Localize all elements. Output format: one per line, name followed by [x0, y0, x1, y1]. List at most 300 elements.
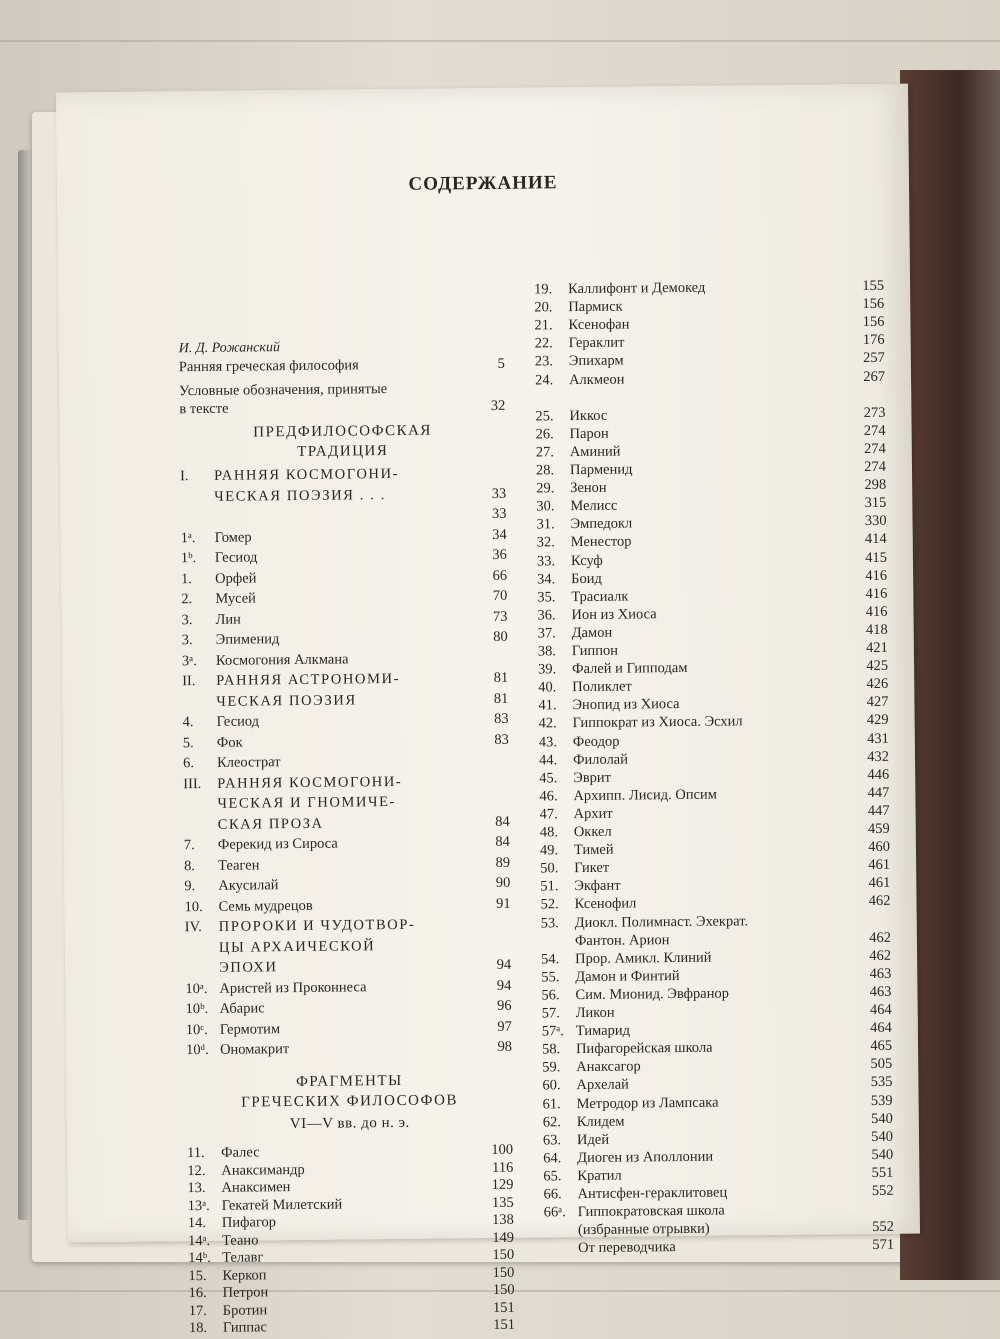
toc-entry-page: 426	[866, 674, 888, 694]
toc-entry-page: 97	[497, 1016, 512, 1036]
toc-entry-number: 58.	[542, 1039, 576, 1059]
toc-entry-title: Лин	[215, 609, 241, 629]
toc-entry-number: 1ᵇ.	[181, 548, 215, 568]
part2-period: VI—V вв. до н. э.	[187, 1112, 513, 1135]
toc-right-column	[532, 84, 882, 88]
toc-entry-number: 44.	[539, 750, 573, 770]
toc-entry-number: 31.	[536, 514, 570, 534]
toc-entry-number: 2.	[181, 589, 215, 609]
toc-entry-title: ЧЕСКАЯ И ГНОМИЧЕ-	[217, 792, 396, 814]
toc-entry-title: Антисфен-гераклитовец	[577, 1183, 727, 1205]
toc-entry-page: 156	[862, 294, 884, 314]
toc-entry-title: Керкоп	[222, 1265, 266, 1285]
toc-entry-number: 35.	[537, 587, 571, 607]
toc-entry-number: 14.	[188, 1213, 222, 1233]
toc-entry-title: Эпихарм	[569, 351, 624, 372]
toc-entry	[181, 565, 507, 588]
toc-entry	[183, 791, 509, 814]
toc-entry-page: 257	[863, 348, 885, 368]
toc-entry	[184, 811, 510, 834]
toc-entry	[184, 832, 510, 855]
toc-entry-title: Алкмеон	[569, 369, 625, 390]
toc-entry-number: 10ᵈ.	[186, 1040, 220, 1060]
toc-entry-number: 55.	[541, 967, 575, 987]
toc-entry-page: 421	[866, 638, 888, 658]
toc-entry-title: Гомер	[215, 527, 252, 547]
toc-entry-page: 415	[865, 547, 887, 567]
toc-entry-number: 5.	[183, 732, 217, 752]
intro-essay: Ранняя греческая философия 5	[179, 354, 505, 377]
toc-entry-page: 551	[872, 1163, 894, 1183]
toc-entry-page: 463	[870, 982, 892, 1002]
toc-entry-page: 176	[863, 330, 885, 350]
toc-entry-title: Парон	[570, 424, 609, 444]
toc-entry-title: От переводчика	[578, 1237, 676, 1258]
toc-entry-title: Сим. Мионид. Эвфранор	[575, 983, 729, 1005]
toc-entry-number: 1.	[181, 568, 215, 588]
toc-entry-page: 446	[867, 764, 889, 784]
toc-entry-page: 460	[868, 837, 890, 857]
toc-entry-page: 429	[867, 710, 889, 730]
toc-entry-title: Гиппократовская школа	[578, 1201, 725, 1223]
toc-entry-title: Поликлет	[572, 677, 632, 698]
toc-entry-title: Ликон	[576, 1003, 615, 1023]
right-toc-list	[532, 84, 882, 88]
toc-entry-number: 50.	[540, 858, 574, 878]
toc-entry-page: 462	[869, 945, 891, 965]
toc-entry-number: 32.	[537, 533, 571, 553]
toc-entry-title: ЧЕСКАЯ ПОЭЗИЯ . . .	[214, 485, 386, 507]
left-toc-list-2	[176, 88, 502, 91]
toc-entry-number: 7.	[184, 835, 218, 855]
toc-entry-page: 539	[871, 1090, 893, 1110]
toc-entry-title: Петрон	[222, 1282, 268, 1302]
toc-entry-page: 81	[494, 668, 509, 688]
intro-notation: Условные обозначения, принятые	[179, 378, 505, 401]
toc-entry-page: 505	[870, 1054, 892, 1074]
toc-entry	[544, 1235, 894, 1259]
toc-entry-title: Зенон	[570, 478, 607, 498]
toc-entry	[185, 914, 511, 937]
toc-entry-number: 33.	[537, 551, 571, 571]
toc-entry-title: Каллифонт и Демокед	[568, 278, 705, 299]
toc-entry	[186, 1016, 512, 1039]
toc-entry-title: Тимей	[574, 840, 614, 860]
toc-entry-number: 16.	[188, 1283, 222, 1303]
toc-entry-title: Аристей из Проконнеса	[219, 977, 366, 999]
toc-entry-number: 25.	[535, 406, 569, 426]
toc-entry-title: Дамон	[572, 623, 613, 643]
toc-entry-title: Гикет	[574, 858, 609, 878]
toc-entry-page: 461	[868, 855, 890, 875]
toc-entry-page: 66	[492, 565, 507, 585]
toc-entry	[181, 586, 507, 609]
toc-entry-title: Диоген из Аполлонии	[577, 1146, 713, 1167]
toc-entry-title: Теаген	[218, 855, 260, 875]
toc-entry-page: 149	[492, 1227, 514, 1247]
toc-entry-title: Архит	[573, 804, 612, 824]
toc-entry-page: 151	[493, 1297, 515, 1317]
toc-entry-title: Гиппон	[572, 641, 618, 661]
toc-entry-page: 89	[495, 852, 510, 872]
toc-entry-number: 59.	[542, 1057, 576, 1077]
toc-entry-number: 47.	[539, 804, 573, 824]
toc-entry-page: 540	[871, 1145, 893, 1165]
toc-entry-number: 53.	[541, 913, 575, 933]
toc-entry-number: 66.	[543, 1184, 577, 1204]
toc-entry-page: 84	[495, 832, 510, 852]
toc-entry-number: 22.	[535, 333, 569, 353]
toc-entry-number: 28.	[536, 460, 570, 480]
toc-entry-number: 17.	[189, 1300, 223, 1320]
toc-entry-number: 64.	[543, 1148, 577, 1168]
toc-entry	[182, 668, 508, 691]
toc-entry-title: Дамон и Финтий	[575, 966, 680, 987]
toc-entry-page: 315	[864, 493, 886, 513]
toc-entry-page: 418	[866, 620, 888, 640]
toc-entry-title: Тимарид	[576, 1021, 630, 1042]
toc-entry-page: 70	[493, 586, 508, 606]
toc-entry-page: 432	[867, 746, 889, 766]
toc-entry-page: 431	[867, 728, 889, 748]
toc-entry-page: 94	[497, 955, 512, 975]
toc-entry-page: 274	[864, 421, 886, 441]
toc-entry-number: 14ᵇ.	[188, 1248, 222, 1268]
toc-entry-number: 8.	[184, 855, 218, 875]
toc-entry	[180, 504, 506, 527]
toc-entry-page: 274	[864, 457, 886, 477]
toc-entry	[183, 770, 509, 793]
toc-entry	[186, 1037, 512, 1060]
toc-entry-title: Гесиод	[215, 547, 258, 567]
toc-entry-title: Кратил	[577, 1166, 622, 1186]
toc-entry-number: 27.	[536, 442, 570, 462]
toc-entry-page: 100	[491, 1140, 513, 1160]
toc-entry-number: 10ᵃ.	[185, 978, 219, 998]
toc-entry	[180, 463, 506, 486]
toc-entry-number: IV.	[185, 917, 219, 937]
toc-entry-number: 3.	[182, 630, 216, 650]
toc-entry-title: Экфант	[574, 876, 620, 896]
toc-entry-title: Гераклит	[569, 333, 625, 354]
toc-entry-number: 15.	[188, 1265, 222, 1285]
toc-entry-title: Феодор	[573, 731, 620, 751]
toc-entry-title: Гиппас	[223, 1317, 267, 1337]
toc-entry-number: 40.	[538, 677, 572, 697]
toc-entry	[185, 975, 511, 998]
toc-entry-title: Акусилай	[218, 875, 278, 896]
toc-entry-number: 14ᵃ.	[188, 1230, 222, 1250]
toc-entry	[182, 688, 508, 711]
toc-entry	[182, 647, 508, 670]
toc-entry-title: ЦЫ АРХАИЧЕСКОЙ	[219, 936, 375, 958]
toc-entry-number: 66ᵃ.	[544, 1202, 578, 1222]
toc-entry-title: Фантон. Арион	[575, 930, 670, 951]
toc-entry-title: РАННЯЯ АСТРОНОМИ-	[216, 669, 400, 691]
toc-entry-title: ЧЕСКАЯ ПОЭЗИЯ	[216, 690, 356, 711]
toc-entry	[185, 934, 511, 957]
toc-entry-number: I.	[180, 466, 214, 486]
toc-entry-number: 63.	[543, 1130, 577, 1150]
toc-entry-page: 414	[865, 529, 887, 549]
toc-entry-title: Эврит	[573, 767, 611, 787]
toc-entry-page: 540	[871, 1108, 893, 1128]
toc-entry-title: Бротин	[223, 1300, 268, 1320]
toc-entry-title: Мелисс	[570, 496, 617, 516]
part2-heading: ФРАГМЕНТЫ	[186, 1070, 512, 1093]
toc-entry-page: 83	[494, 729, 509, 749]
toc-entry-number: 45.	[539, 768, 573, 788]
toc-entry-page: 462	[869, 927, 891, 947]
toc-entry-number: 39.	[538, 659, 572, 679]
toc-entry-number: 51.	[540, 876, 574, 896]
page-title: СОДЕРЖАНИЕ	[57, 169, 909, 200]
toc-entry-title: Ксенофил	[574, 894, 636, 915]
toc-entry-title: Космогония Алкмана	[216, 649, 349, 670]
toc-entry-page: 73	[493, 606, 508, 626]
toc-entry-page: 116	[492, 1157, 513, 1177]
toc-entry-title: Ион из Хиоса	[571, 604, 656, 625]
toc-entry-page: 96	[497, 996, 512, 1016]
toc-entry-title: Гесиод	[216, 711, 259, 731]
toc-entry-number: 61.	[543, 1094, 577, 1114]
toc-entry-title: Ферекид из Сироса	[218, 834, 338, 855]
part1-heading-cont: ТРАДИЦИЯ	[180, 440, 506, 463]
toc-entry-page: 416	[865, 584, 887, 604]
toc-entry-page: 462	[869, 891, 891, 911]
toc-entry	[185, 955, 511, 978]
toc-entry-number: 62.	[543, 1112, 577, 1132]
toc-entry-number: 23.	[535, 352, 569, 372]
toc-entry-title: Абарис	[220, 998, 265, 1018]
toc-entry-page: 150	[492, 1245, 514, 1265]
intro-author: И. Д. Рожанский	[179, 336, 505, 359]
toc-entry-title: Гекатей Милетский	[222, 1194, 343, 1215]
toc-entry-number: 18.	[189, 1318, 223, 1338]
toc-entry-page: 425	[866, 656, 888, 676]
toc-entry-number: 9.	[184, 876, 218, 896]
toc-entry-page: 274	[864, 439, 886, 459]
toc-entry-page: 416	[866, 602, 888, 622]
toc-entry-number: 20.	[534, 297, 568, 317]
toc-entry-title: Энопид из Хиоса	[572, 694, 679, 715]
toc-entry-number: 43.	[539, 732, 573, 752]
toc-entry	[182, 627, 508, 650]
toc-entry-page: 83	[494, 709, 509, 729]
toc-entry	[189, 1315, 515, 1338]
toc-entry-title: Менестор	[571, 532, 632, 553]
toc-entry-page: 330	[865, 511, 887, 531]
toc-entry-page: 129	[492, 1175, 514, 1195]
toc-entry-number: 34.	[537, 569, 571, 589]
toc-entry-title: Фалес	[221, 1142, 260, 1162]
toc-entry-number: 29.	[536, 478, 570, 498]
toc-entry-title: Оккел	[574, 822, 612, 842]
toc-entry-number: II.	[182, 671, 216, 691]
toc-entry-title: ПРОРОКИ И ЧУДОТВОР-	[219, 915, 416, 937]
toc-entry-page: 36	[492, 545, 507, 565]
toc-entry	[184, 852, 510, 875]
toc-entry	[181, 545, 507, 568]
toc-entry-number: 37.	[538, 623, 572, 643]
toc-entry-page: 267	[863, 366, 885, 386]
toc-entry-number: 57.	[542, 1003, 576, 1023]
toc-entry-title: Клеострат	[217, 752, 281, 773]
toc-entry-page: 416	[865, 565, 887, 585]
toc-entry-title: Клидем	[577, 1111, 625, 1131]
toc-entry-title: Парменид	[570, 459, 633, 480]
toc-entry	[181, 606, 507, 629]
toc-entry-title: Орфей	[215, 568, 257, 588]
toc-entry-title: Эпименид	[216, 629, 280, 650]
toc-entry-page: 33	[492, 504, 507, 524]
toc-entry-title: (избранные отрывки)	[578, 1219, 710, 1240]
toc-entry-title: Фок	[217, 732, 243, 752]
toc-entry-page: 84	[495, 811, 510, 831]
toc-entry-number: 21.	[534, 315, 568, 335]
floor-seam	[0, 40, 1000, 42]
toc-entry-number: 4.	[182, 712, 216, 732]
toc-entry-number: 57ᵃ.	[542, 1021, 576, 1041]
toc-entry-number: 41.	[538, 695, 572, 715]
toc-entry-number: 30.	[536, 496, 570, 516]
toc-entry-title: РАННЯЯ КОСМОГОНИ-	[214, 464, 399, 486]
toc-entry-title: Филолай	[573, 749, 628, 770]
toc-entry	[186, 996, 512, 1019]
toc-entry-page: 552	[872, 1181, 894, 1201]
toc-entry-number: 38.	[538, 641, 572, 661]
toc-entry-number: 13ᵃ.	[188, 1195, 222, 1215]
toc-entry-page: 81	[494, 688, 509, 708]
toc-entry-number: 54.	[541, 949, 575, 969]
toc-entry-number: 48.	[540, 822, 574, 842]
toc-entry	[182, 709, 508, 732]
toc-entry-page: 273	[864, 403, 886, 423]
toc-entry-page: 552	[872, 1217, 894, 1237]
toc-entry	[180, 483, 506, 506]
toc-entry-title: Теано	[222, 1230, 259, 1250]
intro-notation-cont: в тексте 32	[179, 396, 505, 419]
toc-entry-title: Ксуф	[571, 550, 603, 570]
toc-left-column	[176, 88, 502, 91]
toc-entry	[184, 893, 510, 916]
toc-entry-page: 94	[497, 975, 512, 995]
toc-entry-number: 12.	[187, 1160, 221, 1180]
toc-entry-number: 3.	[181, 609, 215, 629]
toc-entry-title: РАННЯЯ КОСМОГОНИ-	[217, 771, 402, 793]
toc-entry-page: 138	[492, 1210, 514, 1230]
toc-entry-title: Анаксимен	[221, 1177, 290, 1198]
toc-entry-number: 46.	[539, 786, 573, 806]
toc-entry-number: 42.	[539, 714, 573, 734]
toc-entry-title: Иккос	[569, 405, 607, 425]
toc-entry-page: 91	[496, 893, 511, 913]
toc-entry-number: 6.	[183, 753, 217, 773]
toc-entry-title: Анаксимандр	[221, 1159, 305, 1180]
toc-entry	[181, 524, 507, 547]
toc-entry-page: 298	[864, 475, 886, 495]
toc-entry-title: Телавг	[222, 1247, 263, 1267]
toc-entry-title: Анаксагор	[576, 1057, 641, 1078]
toc-entry-title: Диокл. Полимнаст. Эхекрат.	[575, 911, 749, 933]
toc-entry-page: 427	[867, 692, 889, 712]
toc-entry-number: 60.	[542, 1075, 576, 1095]
toc-entry-page: 135	[492, 1192, 514, 1212]
toc-entry-number: 10.	[184, 896, 218, 916]
toc-entry-page: 535	[871, 1072, 893, 1092]
toc-entry-number: 1ᵃ.	[181, 527, 215, 547]
toc-entry-page: 33	[492, 483, 507, 503]
toc-entry-page: 80	[493, 627, 508, 647]
toc-entry	[183, 750, 509, 773]
toc-entry-title: Эмпедокл	[570, 514, 632, 535]
toc-entry-number: 49.	[540, 840, 574, 860]
toc-entry-number: 36.	[537, 605, 571, 625]
toc-entry-page: 150	[493, 1280, 515, 1300]
toc-entry-number: 24.	[535, 370, 569, 390]
part2-heading-cont: ГРЕЧЕСКИХ ФИЛОСОФОВ	[186, 1090, 512, 1113]
toc-entry-page: 464	[870, 1000, 892, 1020]
toc-entry-page: 571	[872, 1235, 894, 1255]
toc-entry-title: Фалей и Гипподам	[572, 658, 688, 679]
toc-entry-title: Аминий	[570, 441, 621, 462]
toc-entry-number: 65.	[543, 1166, 577, 1186]
toc-entry-title: Пифагор	[222, 1212, 276, 1233]
toc-entry	[183, 729, 509, 752]
toc-entry-number: 10ᶜ.	[186, 1019, 220, 1039]
toc-entry-title: Мусей	[215, 588, 256, 608]
toc-entry-page: 150	[493, 1262, 515, 1282]
toc-entry-title: Ономакрит	[220, 1039, 289, 1060]
toc-entry-title: Ксенофан	[568, 315, 629, 336]
toc-entry-page: 461	[868, 873, 890, 893]
toc-entry-page: 540	[871, 1126, 893, 1146]
toc-entry-title: Трасиалк	[571, 586, 628, 607]
toc-entry-number: 11.	[187, 1143, 221, 1163]
toc-entry-page: 464	[870, 1018, 892, 1038]
toc-entry-number: III.	[183, 773, 217, 793]
toc-entry-title: Прор. Амикл. Клиний	[575, 947, 712, 968]
toc-entry-number: 3ᵃ.	[182, 650, 216, 670]
toc-entry-number: 13.	[187, 1178, 221, 1198]
toc-entry-title: Боид	[571, 568, 602, 588]
toc-entry	[184, 873, 510, 896]
toc-entry-title: ЭПОХИ	[219, 957, 278, 978]
toc-entry-page: 459	[868, 819, 890, 839]
toc-entry-page: 155	[862, 276, 884, 296]
toc-entry-number: 10ᵇ.	[186, 999, 220, 1019]
toc-entry-title: Гермотим	[220, 1019, 280, 1040]
toc-entry-title: Пифагорейская школа	[576, 1038, 713, 1059]
toc-entry-number: 52.	[540, 894, 574, 914]
toc-entry-number: 19.	[534, 279, 568, 299]
toc-entry-title: Пармиск	[568, 297, 623, 318]
toc-entry-title: СКАЯ ПРОЗА	[218, 813, 324, 834]
toc-entry-title: Архипп. Лисид. Опсим	[573, 784, 717, 806]
toc-entry-title: Идей	[577, 1129, 609, 1149]
toc-entry-title: Гиппократ из Хиоса. Эсхил	[573, 712, 743, 734]
toc-entry-page: 465	[870, 1036, 892, 1056]
toc-entry-page: 90	[496, 873, 511, 893]
toc-entry-number: 26.	[536, 424, 570, 444]
toc-entry-number: 56.	[541, 985, 575, 1005]
toc-entry-title: Архелай	[576, 1075, 629, 1096]
toc-entry-page: 463	[869, 964, 891, 984]
book-page	[56, 84, 920, 1243]
toc-entry-title: Метродор из Лампсака	[577, 1092, 719, 1113]
toc-entry-page: 34	[492, 524, 507, 544]
toc-entry-page: 156	[863, 312, 885, 332]
